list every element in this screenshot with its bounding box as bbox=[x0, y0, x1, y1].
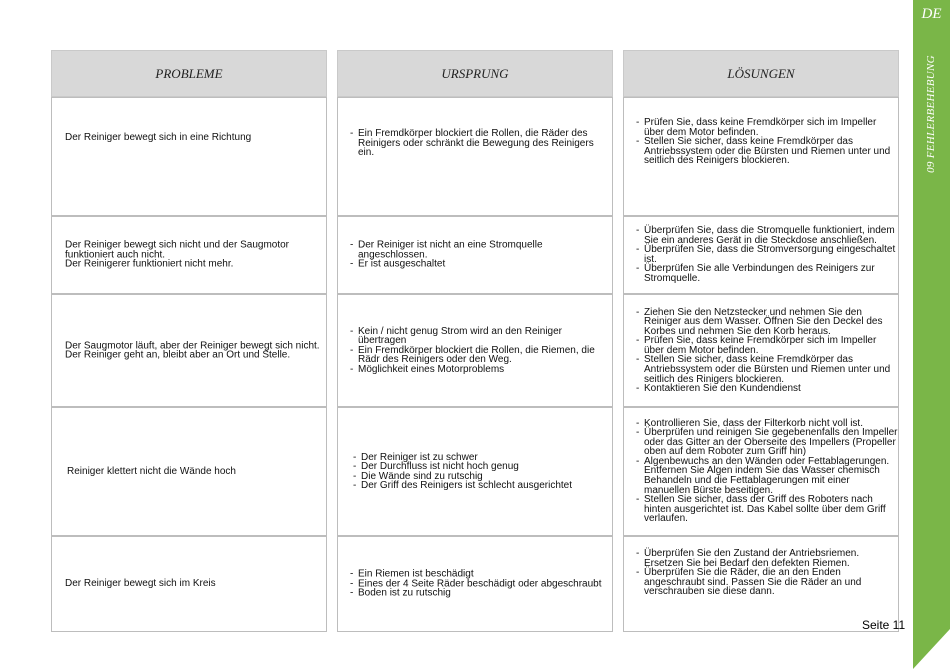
page-number: Seite 11 bbox=[862, 618, 906, 632]
solutions-list bbox=[636, 226, 898, 284]
solution-item: - Stellen Sie sicher, dass keine Fremdkörper das Antriebssystem oder die Bürsten und Riemen unter und seitlich des Rinigers blockieren. bbox=[636, 355, 898, 384]
origin-item: - Der Reiniger ist zu schwer bbox=[353, 452, 612, 462]
solution-item: - Überprüfen Sie, dass die Stromversorgung eingeschaltet ist. bbox=[636, 245, 898, 264]
solution-item: - Stellen Sie sicher, dass keine Fremdkörper das Antriebssystem oder die Bürsten und Riemen unter und seitlich des Reinigers blockieren. bbox=[636, 137, 898, 166]
origin-list bbox=[350, 241, 612, 270]
solution-item: - Überprüfen Sie die Räder, die an den Enden angeschraubt sind. Passen Sie die Räder an und verschrauben sie diese dann. bbox=[636, 568, 898, 597]
origin-list bbox=[353, 452, 612, 490]
solution-item: - Stellen Sie sicher, dass der Griff des Roboters nach hinten ausgerichtet ist. Das Kabel sollte über dem Griff verlaufen. bbox=[636, 495, 898, 524]
problem-cell-5 bbox=[51, 536, 327, 632]
problem-cell-3 bbox=[51, 294, 327, 407]
origin-cell-5 bbox=[337, 536, 613, 632]
language-label: DE bbox=[921, 6, 942, 22]
origin-item: - Der Griff des Reinigers ist schlecht ausgerichtet bbox=[353, 481, 612, 491]
solutions-cell-2 bbox=[623, 216, 899, 294]
problem-cell-1 bbox=[51, 97, 327, 216]
origin-cell-3 bbox=[337, 294, 613, 407]
solutions-list bbox=[636, 419, 898, 525]
origin-item: - Boden ist zu rutschig bbox=[350, 589, 612, 599]
origin-cell-2 bbox=[337, 216, 613, 294]
solution-item: - Kontaktieren Sie den Kundendienst bbox=[636, 384, 898, 394]
problem-text: Der Saugmotor läuft, aber der Reiniger bewegt sich nicht. Der Reiniger geht an, bleibt aber an Ort und Stelle. bbox=[65, 339, 320, 361]
origin-item: - Ein Fremdkörper blockiert die Rollen, die Riemen, die Rädr des Reinigers oder den Weg. bbox=[350, 346, 612, 365]
solutions-cell-3 bbox=[623, 294, 899, 407]
origin-item: - Die Wände sind zu rutschig bbox=[353, 472, 612, 482]
origin-item: - Er ist ausgeschaltet bbox=[350, 260, 612, 270]
solution-item: - Ziehen Sie den Netzstecker und nehmen Sie den Reiniger aus dem Wasser. Öffnen Sie den Deckel des Korbes und nehmen Sie den Korb heraus. bbox=[636, 307, 898, 336]
header-origin: URSPRUNG bbox=[337, 50, 613, 97]
origin-item: - Kein / nicht genug Strom wird an den Reiniger übertragen bbox=[350, 327, 612, 346]
solutions-list bbox=[636, 549, 898, 597]
solutions-cell-1 bbox=[623, 97, 899, 216]
origin-item: - Ein Fremdkörper blockiert die Rollen, die Räder des Reinigers oder schränkt die Bewegung des Reinigers ein. bbox=[350, 129, 612, 158]
header-problems: PROBLEME bbox=[51, 50, 327, 97]
solution-item: - Überprüfen Sie alle Verbindungen des Reinigers zur Stromquelle. bbox=[636, 265, 898, 284]
section-label: 09 FEHLERBEHEBUNG bbox=[925, 55, 937, 173]
problem-text: Reiniger klettert nicht die Wände hoch bbox=[67, 465, 236, 477]
solutions-list bbox=[636, 118, 898, 166]
origin-list bbox=[350, 327, 612, 375]
origin-cell-1 bbox=[337, 97, 613, 216]
problem-cell-4 bbox=[51, 407, 327, 536]
solution-item: - Prüfen Sie, dass keine Fremdkörper sich im Impeller über dem Motor befinden. bbox=[636, 118, 898, 137]
problem-text: Der Reiniger bewegt sich nicht und der Saugmotor funktioniert auch nicht. Der Reinigerer funktioniert nicht mehr. bbox=[65, 239, 290, 270]
solution-item: - Überprüfen Sie den Zustand der Antriebsriemen. Ersetzen Sie bei Bedarf den defekten Riemen. bbox=[636, 549, 898, 568]
solution-item: - Überprüfen Sie, dass die Stromquelle funktioniert, indem Sie ein anderes Gerät in die Steckdose anschließen. bbox=[636, 226, 898, 245]
problem-text: Der Reiniger bewegt sich im Kreis bbox=[65, 578, 216, 590]
header-solutions: LÖSUNGEN bbox=[623, 50, 899, 97]
solutions-list bbox=[636, 307, 898, 393]
solution-item: - Algenbewuchs an den Wänden oder Fettablagerungen. Entfernen Sie Algen indem Sie das Wasser chemisch Behandeln und die Fettablagerungen mit einer manuellen Bürste beseitigen. bbox=[636, 457, 898, 495]
origin-item: - Der Reiniger ist nicht an eine Stromquelle angeschlossen. bbox=[350, 241, 612, 260]
problem-cell-2 bbox=[51, 216, 327, 294]
solution-item: - Kontrollieren Sie, dass der Filterkorb nicht voll ist. bbox=[636, 419, 898, 429]
solutions-cell-5 bbox=[623, 536, 899, 632]
problem-text: Der Reiniger bewegt sich in eine Richtung bbox=[65, 132, 252, 143]
origin-cell-4 bbox=[337, 407, 613, 536]
solution-item: - Überprüfen und reinigen Sie gegebenenfalls den Impeller oder das Gitter an der Oberseite des Impellers (Propeller oben auf dem Roboter zum Griff hin) bbox=[636, 428, 898, 457]
side-bar-corner bbox=[913, 629, 950, 669]
origin-item: - Der Durchfluss ist nicht hoch genug bbox=[353, 462, 612, 472]
origin-list bbox=[350, 129, 612, 158]
solutions-cell-4 bbox=[623, 407, 899, 536]
origin-item: - Eines der 4 Seite Räder beschädigt oder abgeschraubt bbox=[350, 579, 612, 589]
origin-item: - Ein Riemen ist beschädigt bbox=[350, 570, 612, 580]
origin-list bbox=[350, 570, 612, 599]
solution-item: - Prüfen Sie, dass keine Fremdkörper sich im Impeller über dem Motor befinden. bbox=[636, 336, 898, 355]
origin-item: - Möglichkeit eines Motorproblems bbox=[350, 365, 612, 375]
